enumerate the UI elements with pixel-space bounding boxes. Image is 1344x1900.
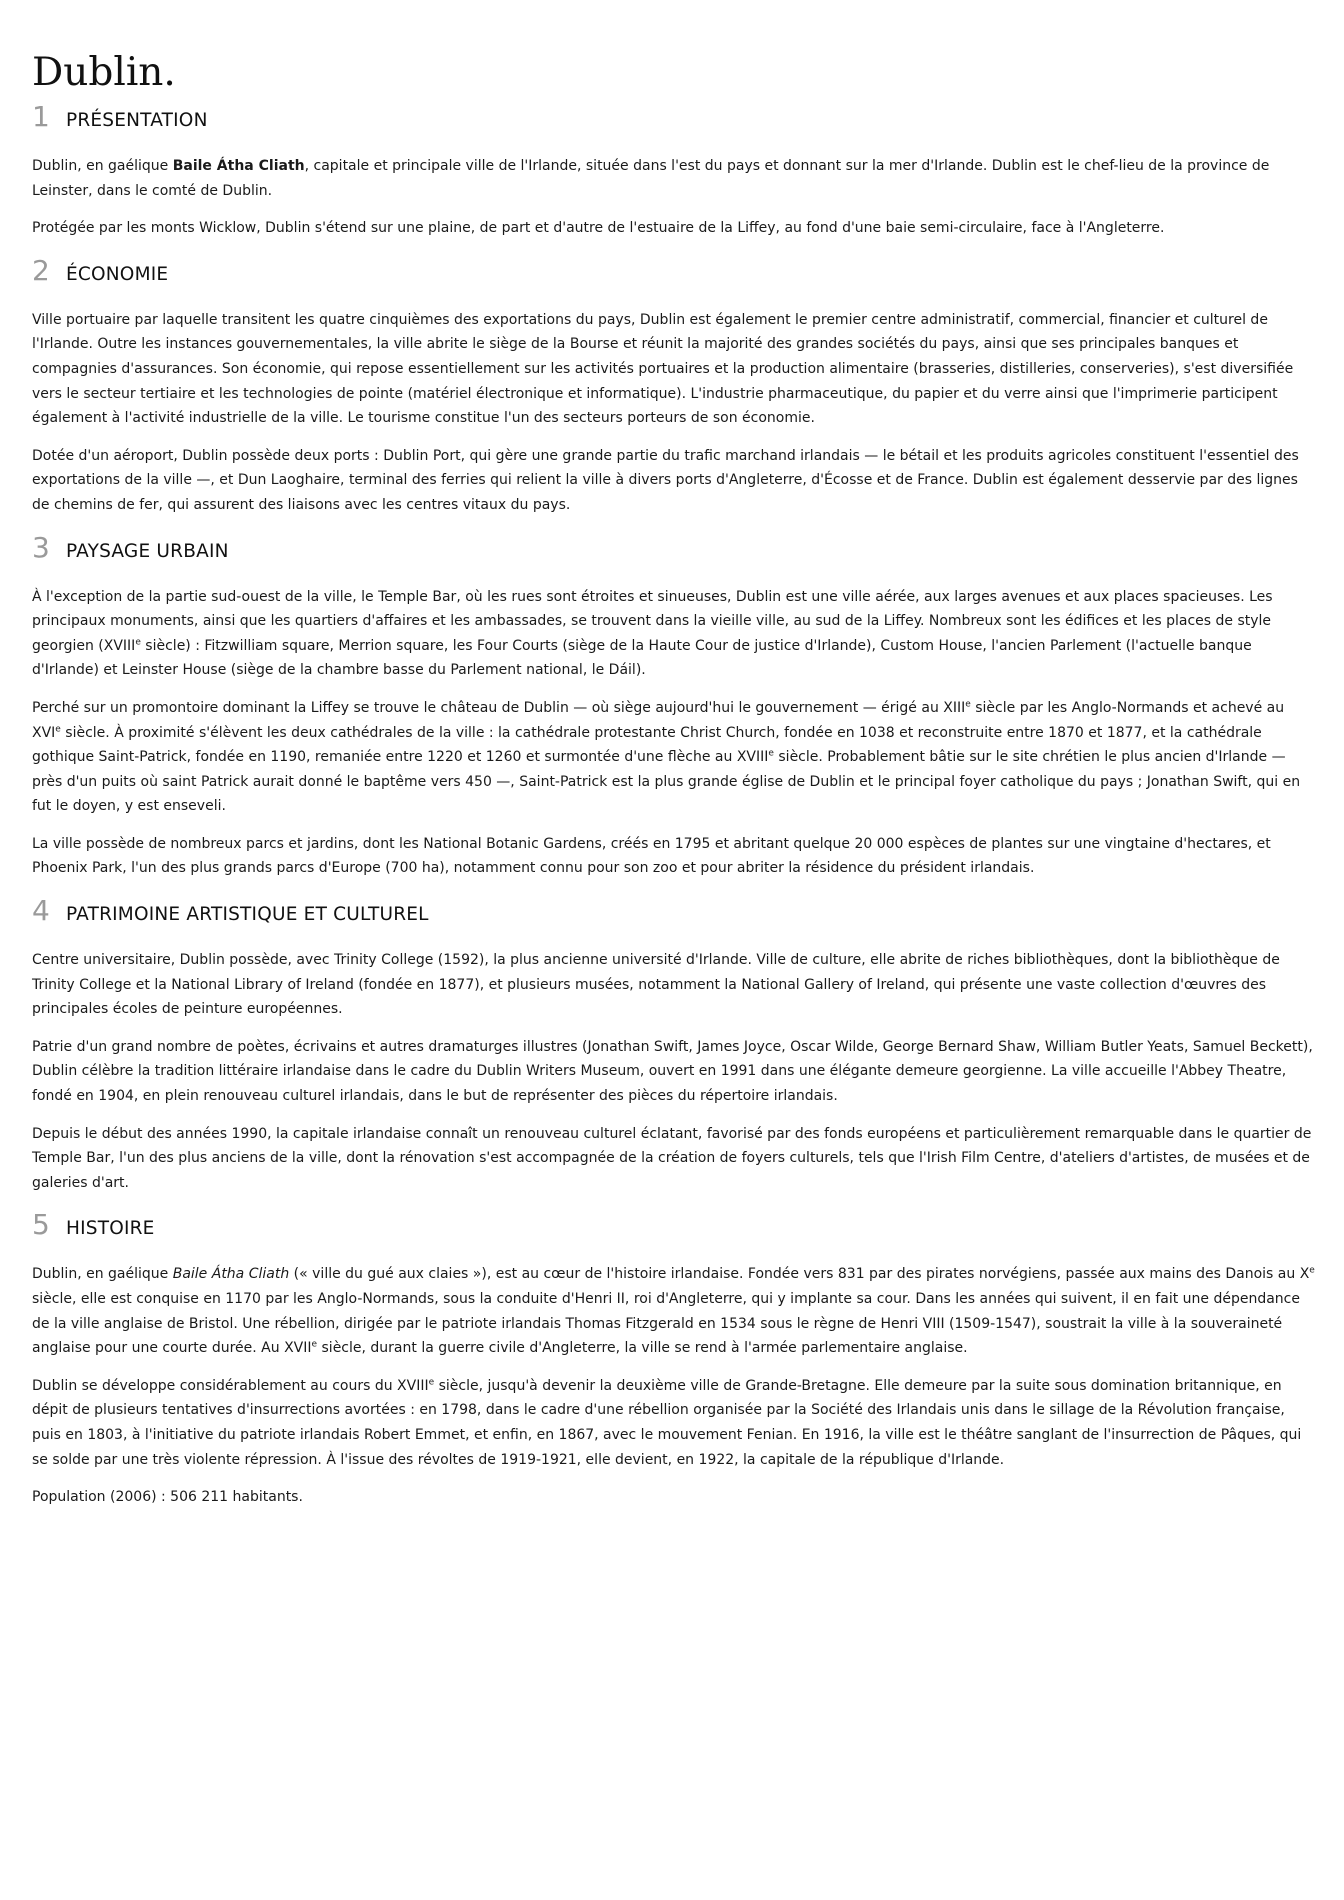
section-body <box>32 154 1316 241</box>
paragraph <box>32 585 1316 683</box>
text-run: , capitale et principale ville de l'Irlande, située dans l'est du pays et donnant sur la mer d'Irlande. Dublin est le chef-lieu de la province de Leinster, dans le comté de Dublin. <box>32 158 1270 199</box>
paragraph: Patrie d'un grand nombre de poètes, écrivains et autres dramaturges illustres (Jonathan Swift, James Joyce, Oscar Wilde, George Bernard Shaw, William Butler Yeats, Samuel Beckett), Dublin célèbre la tradition littéraire irlandaise dans le cadre du Dublin Writers Museum, ouvert en 1991 dans une élégante demeure georgienne. La ville accueille l'Abbey Theatre, fondé en 1904, en plein renouveau culturel irlandais, dans le but de représenter des pièces du répertoire irlandais. <box>32 1038 1313 1105</box>
paragraph: Centre universitaire, Dublin possède, avec Trinity College (1592), la plus ancienne université d'Irlande. Ville de culture, elle abrite de riches bibliothèques, dont la bibliothèque de Trinity College et la National Library of Ireland (fondée en 1877), et plusieurs musées, notamment la National Gallery of Ireland, qui présente une vaste collection d'œuvres des principales écoles de peinture européennes. <box>32 952 1280 1018</box>
text-run: siècle, jusqu'à devenir la deuxième ville de Grande-Bretagne. Elle demeure par la suite sous domination britannique, en dépit de plusieurs tentatives d'insurrections avortées : en 1798, dans le cadre d'une rébellion organisée par la Société des Irlandais unis dans le sillage de la Révolution française, puis en 1803, à l'initiative du patriote irlandais Robert Emmet, et enfin, en 1867, avec le mouvement Fenian. En 1916, la ville est le théâtre sanglant de l'insurrection de Pâques, qui se solde par une très violente répression. À l'issue des révoltes de 1919-1921, elle devient, en 1922, la capitale de la république d'Irlande. <box>32 1377 1302 1468</box>
section-heading <box>32 894 1316 934</box>
superscript: e <box>55 723 61 734</box>
superscript: e <box>428 1377 435 1388</box>
superscript: e <box>768 748 774 759</box>
section-title: PRÉSENTATION <box>66 110 208 131</box>
paragraph <box>32 696 1316 819</box>
paragraph <box>32 1262 1316 1360</box>
text-run: siècle. À proximité s'élèvent les deux cathédrales de la ville : la cathédrale protestante Christ Church, fondée en 1038 et reconstruite entre 1870 et 1877, et la cathédrale gothique Saint-Patrick, fondée en 1190, remaniée entre 1220 et 1260 et surmontée d'une flèche au XVIII <box>32 724 1262 766</box>
section-body <box>32 585 1316 882</box>
text-run: siècle par les Anglo-Normands et achevé au XVI <box>32 699 1285 741</box>
superscript: e <box>1309 1265 1315 1276</box>
section-heading <box>32 1208 1316 1248</box>
section-title: PATRIMOINE ARTISTIQUE ET CULTUREL <box>66 904 429 926</box>
text-run: À l'exception de la partie sud-ouest de la ville, le Temple Bar, où les rues sont étroites et sinueuses, Dublin est une ville aérée, aux larges avenues et aux places spacieuses. Les principaux monuments, ainsi que les quartiers d'affaires et les ambassades, se trouvent dans la vieille ville, au sud de la Liffey. Nombreux sont les édifices et les places de style georgien (XVIII <box>32 588 1273 654</box>
paragraph: Protégée par les monts Wicklow, Dublin s'étend sur une plaine, de part et d'autre de l'estuaire de la Liffey, au fond d'une baie semi-circulaire, face à l'Angleterre. <box>32 220 1165 237</box>
section-body <box>32 1262 1316 1509</box>
paragraph: Dotée d'un aéroport, Dublin possède deux ports : Dublin Port, qui gère une grande partie du trafic marchand irlandais — le bétail et les produits agricoles constituent l'essentiel des exportations de la ville —, et Dun Laoghaire, terminal des ferries qui relient la ville à divers ports d'Angleterre, d'Écosse et de France. Dublin est également desservie par des lignes de chemins de fer, qui assurent des liaisons avec les centres vitaux du pays. <box>32 447 1299 513</box>
section-number: 2 <box>32 253 50 287</box>
text-run: siècle. Probablement bâtie sur le site chrétien le plus ancien d'Irlande — près d'un puits où saint Patrick aurait donné le baptême vers 450 —, Saint-Patrick est la plus grande église de Dublin et le principal foyer catholique du pays ; Jonathan Swift, qui en fut le doyen, y est enseveli. <box>32 749 1301 815</box>
text-run: Dublin, en gaélique <box>32 158 173 174</box>
superscript: e <box>965 699 971 710</box>
section-body <box>32 308 1316 518</box>
text-run: siècle, durant la guerre civile d'Angleterre, la ville se rend à l'armée parlementaire anglaise. <box>317 1340 968 1357</box>
section-heading <box>32 100 1316 140</box>
section-title: PAYSAGE URBAIN <box>66 540 229 562</box>
section-title: ÉCONOMIE <box>66 263 169 285</box>
section-heading <box>32 254 1316 294</box>
paragraph: Depuis le début des années 1990, la capitale irlandaise connaît un renouveau culturel éclatant, favorisé par des fonds européens et particulièrement remarquable dans le quartier de Temple Bar, l'un des plus anciens de la ville, dont la rénovation s'est accompagnée de la création de foyers culturels, tels que l'Irish Film Centre, d'ateliers d'artistes, de musées et de galeries d'art. <box>32 1125 1312 1191</box>
italic-term: Baile Átha Cliath <box>172 1266 290 1283</box>
paragraph <box>32 1374 1316 1472</box>
text-run: siècle, elle est conquise en 1170 par les Anglo-Normands, sous la conduite d'Henri II, roi d'Angleterre, qui y implante sa cour. Dans les années qui suivent, il en fait une dépendance de la ville anglaise de Bristol. Une rébellion, dirigée par le patriote irlandais Thomas Fitzgerald en 1534 sous le règne de Henri VIII (1509-1547), soustrait la ville à la souveraineté anglaise pour une courte durée. Au XVII <box>32 1291 1300 1357</box>
paragraph: La ville possède de nombreux parcs et jardins, dont les National Botanic Gardens, créés en 1795 et abritant quelque 20 000 espèces de plantes sur une vingtaine d'hectares, et Phoenix Park, l'un des plus grands parcs d'Europe (700 ha), notamment connu pour son zoo et pour abriter la résidence du président irlandais. <box>32 835 1271 877</box>
section-number: 5 <box>32 1208 50 1242</box>
section-title: HISTOIRE <box>66 1218 155 1240</box>
superscript: e <box>135 637 141 648</box>
page-title: Dublin. <box>32 50 176 95</box>
section-number: 3 <box>32 530 50 564</box>
paragraph: Ville portuaire par laquelle transitent les quatre cinquièmes des exportations du pays, Dublin est également le premier centre administratif, commercial, financier et culturel de l'Irlande. Outre les instances gouvernementales, la ville abrite le siège de la Bourse et réunit la majorité des grandes sociétés du pays, ainsi que ses principales banques et compagnies d'assurances. Son économie, qui repose essentiellement sur les activités portuaires et la production alimentaire (brasseries, distilleries, conserveries), s'est diversifiée vers le secteur tertiaire et les technologies de pointe (matériel électronique et informatique). L'industrie pharmaceutique, du papier et du verre ainsi que l'imprimerie participent également à l'activité industrielle de la ville. Le tourisme constitue l'un des secteurs porteurs de son économie. <box>32 311 1294 427</box>
superscript: e <box>311 1339 318 1350</box>
paragraph <box>32 154 1316 203</box>
section-body <box>32 948 1316 1195</box>
section-heading <box>32 531 1316 571</box>
text-run: Dublin se développe considérablement au cours du XVIII <box>32 1377 429 1394</box>
text-run: Perché sur un promontoire dominant la Liffey se trouve le château de Dublin — où siège aujourd'hui le gouvernement — érigé au XIII <box>32 699 966 716</box>
article <box>32 50 1316 1523</box>
section-number: 4 <box>32 894 50 928</box>
text-run: siècle) : Fitzwilliam square, Merrion square, les Four Courts (siège de la Haute Cour de justice d'Irlande), Custom House, l'ancien Parlement (l'actuelle banque d'Irlande) et Leinster House (siège de la chambre basse du Parlement national, le Dáil). <box>32 637 1252 679</box>
bold-term: Baile Átha Cliath <box>172 158 305 174</box>
text-run: (« ville du gué aux claies »), est au cœur de l'histoire irlandaise. Fondée vers 831 par des pirates norvégiens, passée aux mains des Danois au X <box>289 1266 1310 1283</box>
population-line: Population (2006) : 506 211 habitants. <box>32 1489 303 1506</box>
text-run: Dublin, en gaélique <box>32 1266 173 1283</box>
section-number: 1 <box>32 100 50 133</box>
